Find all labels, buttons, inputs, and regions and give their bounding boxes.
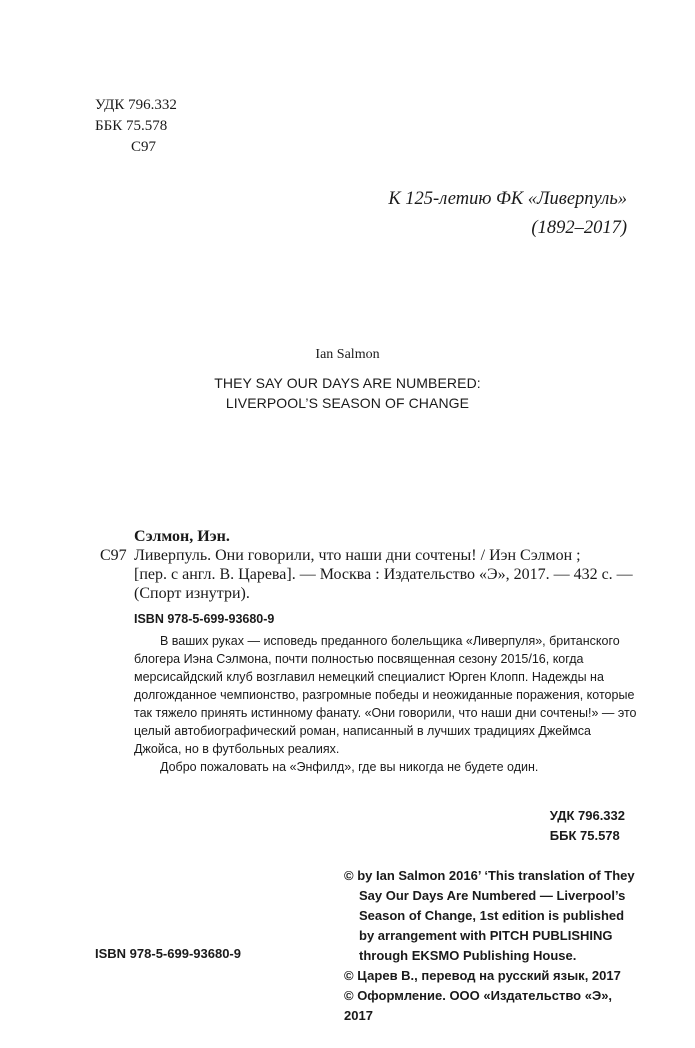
isbn-record: ISBN 978-5-699-93680-9 [134, 612, 275, 626]
bib-row [100, 546, 640, 565]
copyright-block [344, 866, 644, 1026]
dedication-line-2: (1892–2017) [531, 218, 627, 238]
copyright-line-3: Season of Change, 1st edition is published [359, 908, 625, 923]
isbn-bottom: ISBN 978-5-699-93680-9 [95, 946, 241, 961]
bib-author-mark: С97 [100, 547, 127, 564]
copyright-line-6: © Царев В., перевод на русский язык, 2017 [344, 968, 621, 983]
original-author: Ian Salmon [315, 347, 380, 362]
udk-code-bottom: УДК 796.332 [549, 808, 625, 823]
annotation-paragraph-1: В ваших руках — исповедь преданного болельщика «Ливерпуля», британского блогера Иэна Сэлмона, почти полностью посвященная сезону 2015/16, когда мерсисайдский клуб возглавил немецкий специалист Юрген Клопп. Надежды на долгожданное чемпионство, разгромные победы и неожиданные поражения, которые так тяжело принять истинному фанату. «Они говорили, что наши дни сочтены!» — это целый автобиографический роман, написанный в лучших традициях Джеймса Джойса, но в футбольных реалиях. [134, 634, 637, 756]
classification-codes-bottom [550, 806, 625, 846]
bib-row [100, 565, 640, 584]
bbk-code: ББК 75.578 [95, 118, 168, 134]
original-title-line-1: THEY SAY OUR DAYS ARE NUMBERED: [214, 375, 481, 391]
copyright-line-4: by arrangement with PITCH PUBLISHING [359, 928, 613, 943]
copyright-line-7: © Оформление. ООО «Издательство «Э», 2017 [344, 988, 613, 1023]
copyright-line-2: Say Our Days Are Numbered — Liverpool’s [359, 888, 626, 903]
annotation [134, 632, 640, 776]
bib-line-1: Ливерпуль. Они говорили, что наши дни сочтены! / Иэн Сэлмон ; [134, 547, 581, 564]
copyright-line-5: through EKSMO Publishing House. [359, 948, 577, 963]
bib-row [100, 584, 640, 603]
author-mark: С97 [131, 139, 157, 155]
bibliographic-record [100, 527, 640, 603]
copyright-line-1: © by Ian Salmon 2016’ ‘This translation of They [344, 868, 635, 883]
dedication [388, 185, 627, 243]
bib-line-2: [пер. с англ. В. Царева]. — Москва : Издательство «Э», 2017. — 432 с. — [134, 566, 633, 583]
bib-heading: Сэлмон, Иэн. [134, 528, 230, 545]
original-title-line-2: LIVERPOOL’S SEASON OF CHANGE [225, 395, 470, 411]
annotation-paragraph-2: Добро пожаловать на «Энфилд», где вы никогда не будете один. [160, 760, 539, 774]
original-title-block [0, 347, 695, 413]
bbk-code-bottom: ББК 75.578 [549, 828, 620, 843]
classification-codes-top [95, 95, 177, 158]
bib-line-3: (Спорт изнутри). [134, 585, 250, 602]
dedication-line-1: К 125-летию ФК «Ливерпуль» [388, 189, 627, 209]
udk-code: УДК 796.332 [95, 97, 177, 113]
